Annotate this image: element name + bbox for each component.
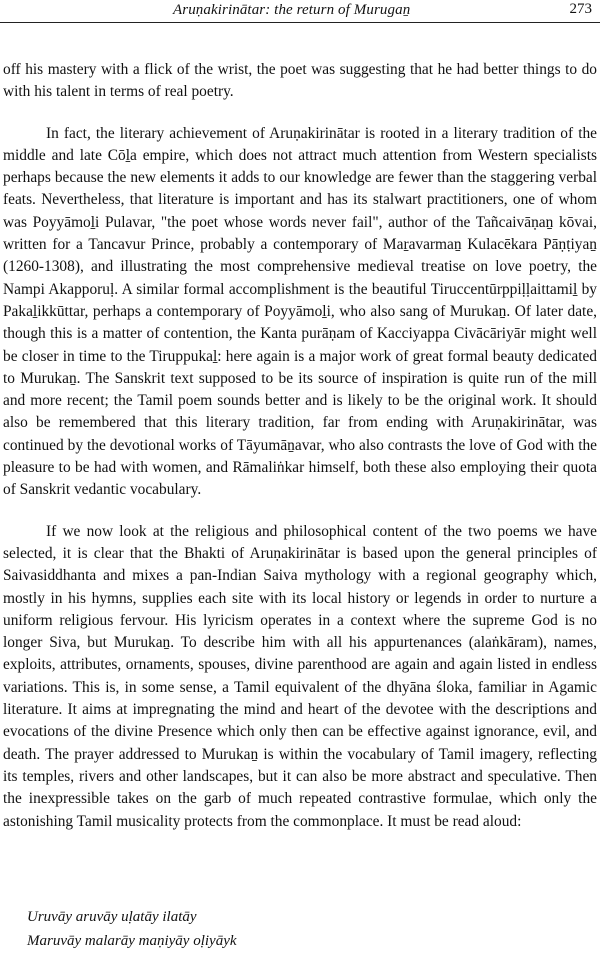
- verse-line-1: Uruvāy aruvāy uḷatāy ilatāy: [27, 909, 197, 925]
- verse-line-2: Maruvāy malarāy maṇiyāy oḷiyāyk: [27, 933, 237, 949]
- body-text: [3, 59, 597, 833]
- verse-quotation: [27, 905, 237, 953]
- paragraph-1: off his mastery with a flick of the wrist, the poet was suggesting that he had better things to do with his talent in terms of real poetry.: [3, 61, 597, 101]
- paragraph-2: In fact, the literary achievement of Aruṇakirinātar is rooted in a literary tradition of the middle and late Cōḻa empire, which does not attract much attention from Western specialists perhaps because the new elements it adds to our knowledge are fewer than the staggering verbal feats. Nevertheless, that literature is important and has its stalwart practitioners, one of whom was Poyyāmoḻi Pulavar, "the poet whose words never fail", author of the Tañcaivāṇaṉ kōvai, written for a Tancavur Prince, probably a contemporary of Maṟavarmaṉ Kulacēkara Pāṇṭiyaṉ (1260-1308), and illustrating the most comprehensive medieval treatise on love poetry, the Nampi Akapporuḷ. A similar formal accomplishment is the beautiful Tiruccentūrppiḷḷaittamiḻ by Pakaḻikkūttar, perhaps a contemporary of Poyyāmoḻi, who also sang of Murukaṉ. Of later date, though this is a matter of contention, the Kanta purāṇam of Kacciyappa Civācāriyār might well be closer in time to the Tiruppukaḻ: here again is a major work of great formal beauty dedicated to Murukaṉ. The Sanskrit text supposed to be its source of inspiration is quite run of the mill and more recent; the Tamil poem sounds better and is likely to be the original work. It should also be remembered that this literary tradition, far from ending with Aruṇakirinātar, was continued by the devotional works of Tāyumāṉavar, who also contrasts the love of God with the pleasure to be had with women, and Rāmaliṅkar himself, both these also employing their quota of Sanskrit vedantic vocabulary.: [3, 124, 597, 499]
- page-header: [0, 0, 600, 23]
- paragraph-3: If we now look at the religious and philosophical content of the two poems we have selected, it is clear that the Bhakti of Aruṇakirinātar is based upon the general principles of Saivasiddhanta and mixes a pan-Indian Saiva mythology with a regional geography which, mostly in his hymns, supplies each site with its local history or legends in order to nurture a uniform religious fervour. His lyricism operates in a context where the supreme God is no longer Siva, but Murukaṉ. To describe him with all his appurtenances (alaṅkāram), names, exploits, attributes, ornaments, spouses, divine parenthood are again and again listed in endless variations. This is, in some sense, a Tamil equivalent of the dhyāna śloka, familiar in Agamic literature. It aims at impregnating the mind and heart of the devotee with the descriptions and evocations of the divine Presence which only then can be effective against ignorance, evil, and death. The prayer addressed to Murukaṉ is within the vocabulary of Tamil imagery, reflecting its temples, rivers and other landscapes, but it can also be more abstract and speculative. Then the inexpressible takes on the garb of much repeated contrastive formulae, which only the astonishing Tamil musicality protects from the commonplace. It must be read aloud:: [3, 522, 597, 830]
- paragraph-gap: [3, 104, 597, 123]
- running-title: Aruṇakirinātar: the return of Murugaṉ: [173, 2, 411, 18]
- page-number: 273: [569, 1, 592, 17]
- paragraph-gap: [3, 502, 597, 521]
